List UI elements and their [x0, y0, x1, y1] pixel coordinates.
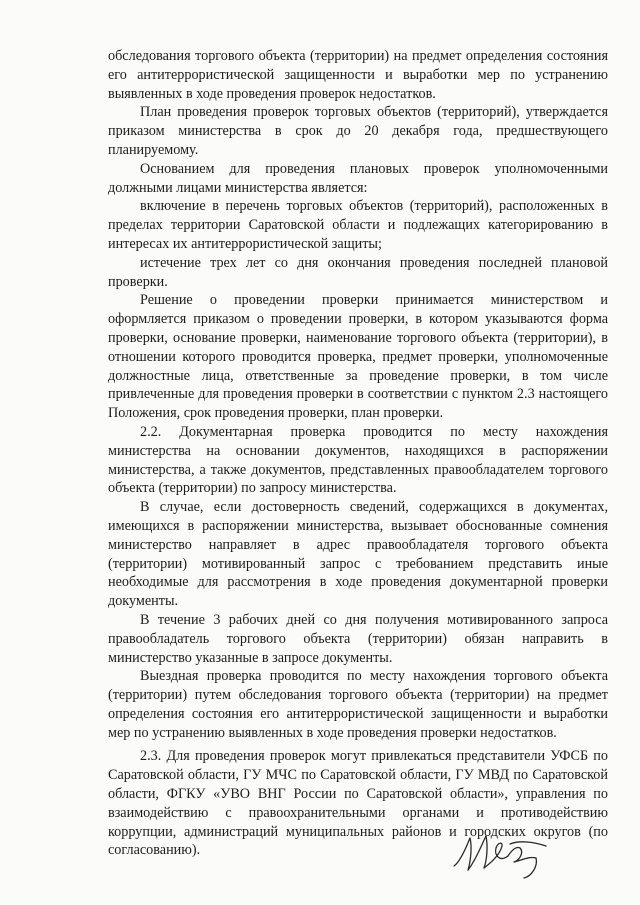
paragraph-ground-expiry: истечение трех лет со дня окончания проведения последней плановой проверки.: [108, 254, 608, 290]
handwritten-signature: [450, 826, 560, 882]
document-body: [108, 47, 608, 860]
paragraph-grounds: Основанием для проведения плановых проверок уполномоченными должными лицами министерства является:: [108, 160, 608, 196]
paragraph-decision: Решение о проведении проверки принимается министерством и оформляется приказом о проведении проверки, в котором указываются форма проверки, основание проверки, наименование торгового объекта (территории), в отношении которого проводится проверка, предмет проверки, уполномоченные должностные лица, ответственные за проведение проверки, в том числе привлеченные для проведения проверки в соответствии с пунктом 2.3 настоящего Положения, срок проведения проверки, план проверки.: [108, 292, 608, 422]
paragraph-involved-bodies: 2.3. Для проведения проверок могут привлекаться представители УФСБ по Саратовской области, ГУ МЧС по Саратовской области, ГУ МВД по Саратовской области, ФГКУ «УВО ВНГ России по Саратовской области», управления по взаимодействию с правоохранительными органами и противодействию коррупции, администраций муниципальных районов и городских округов (по согласованию).: [108, 748, 608, 859]
paragraph-plan-approval: План проведения проверок торговых объектов (территорий), утверждается приказом министерства в срок до 20 декабря года, предшествующего планируемому.: [108, 104, 608, 158]
paragraph-ground-inclusion: включение в перечень торговых объектов (территорий), расположенных в пределах территории Саратовской области и подлежащих категорированию в интересах их антитеррористической защиты;: [108, 198, 608, 252]
paragraph-response-deadline: В течение 3 рабочих дней со дня получения мотивированного запроса правообладатель торгового объекта (территории) обязан направить в министерство указанные в запросе документы.: [108, 611, 608, 666]
paragraph-field-check: Выездная проверка проводится по месту нахождения торгового объекта (территории) путем обследования торгового объекта (территории) на предмет определения состояния его антитеррористической защищенности и выработки мер по устранению выявленных в ходе проведения проверки недостатков.: [108, 668, 608, 741]
paragraph-documentary-check: 2.2. Документарная проверка проводится по месту нахождения министерства на основании документов, находящихся в распоряжении министерства, а также документов, представленных правообладателем торгового объекта (территории) по запросу министерства.: [108, 423, 608, 497]
paragraph-reliability-doubt: В случае, если достоверность сведений, содержащихся в документах, имеющихся в распоряжении министерства, вызывает обоснованные сомнения министерство направляет в адрес правообладателя торгового объекта (территории) мотивированный запрос с требованием представить иные необходимые для рассмотрения в ходе проведения документарной проверки документы.: [108, 499, 608, 610]
paragraph-continuation: обследования торгового объекта (территории) на предмет определения состояния его антитеррористической защищенности и выработки мер по устранению выявленных в ходе проведения проверок недостатков.: [108, 48, 608, 102]
